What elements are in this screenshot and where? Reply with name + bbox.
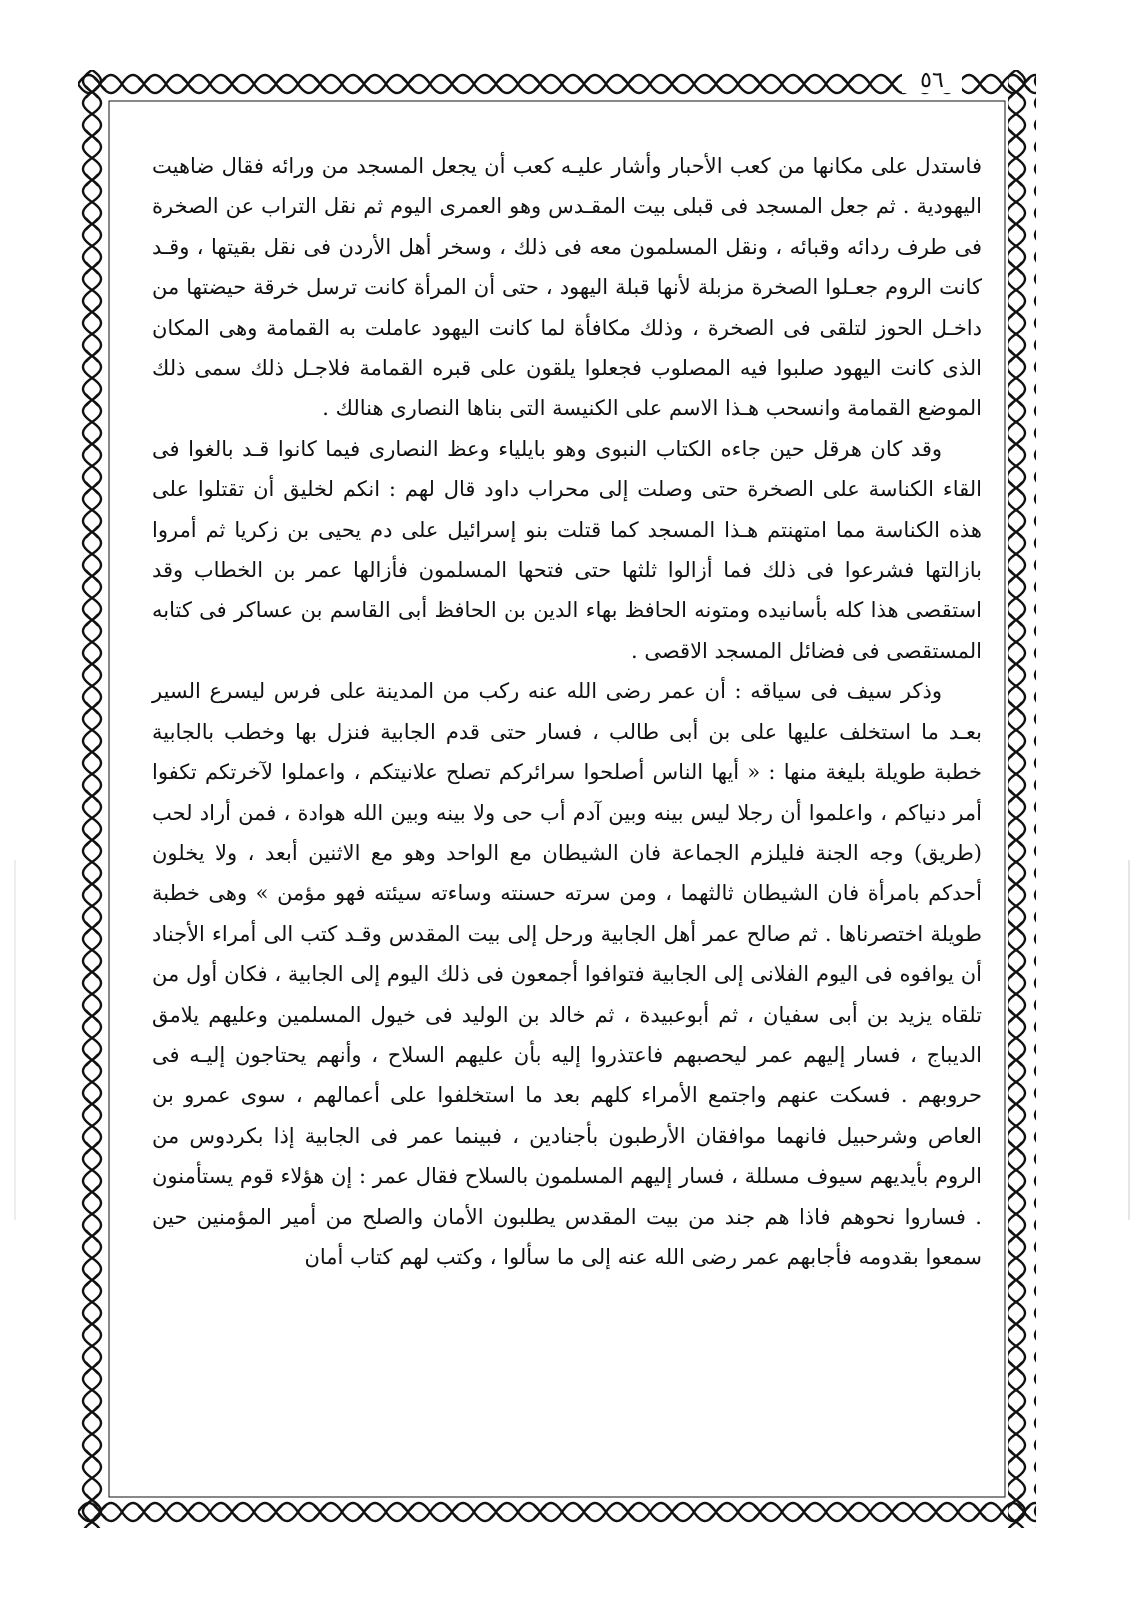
- page-number: ٥٦: [902, 68, 962, 93]
- scan-edge-mark-left: [14, 860, 16, 1220]
- scan-edge-mark: [1128, 860, 1130, 1220]
- paragraph-1: فاستدل على مكانها من كعب الأحبار وأشار عليـه كعب أن يجعل المسجد من ورائه فقال ضاهيت اليهودية . ثم جعل المسجد فى قبلى بيت المقـدس وهو العمرى اليوم ثم نقل التراب عن الصخرة فى طرف ردائه وقبائه ، ونقل المسلمون معه فى ذلك ، وسخر أهل الأردن فى نقل بقيتها ، وقـد كانت الروم جعـلوا الصخرة مزبلة لأنها قبلة اليهود ، حتى أن المرأة كانت ترسل خرقة حيضتها من داخـل الحوز لتلقى فى الصخرة ، وذلك مكافأة لما كانت اليهود عاملت به القمامة وهى المكان الذى كانت اليهود صلبوا فيه المصلوب فجعلوا يلقون على قبره القمامة فلاجـل ذلك سمى ذلك الموضع القمامة وانسحب هـذا الاسم على الكنيسة التى بناها النصارى هنالك .: [152, 154, 982, 421]
- body-text: [152, 146, 982, 1277]
- paragraph-3: وذكر سيف فى سياقه : أن عمر رضى الله عنه ركب من المدينة على فرس ليسرع السير بعـد ما استخلف عليها على بن أبى طالب ، فسار حتى قدم الجابية فنزل بها وخطب بالجابية خطبة طويلة بليغة منها : « أيها الناس أصلحوا سرائركم تصلح علانيتكم ، واعملوا لآخرتكم تكفوا أمر دنياكم ، واعلموا أن رجلا ليس بينه وبين آدم أب حى ولا بينه وبين الله هوادة ، فمن أراد لحب (طريق) وجه الجنة فليلزم الجماعة فان الشيطان مع الواحد وهو مع الاثنين أبعد ، ولا يخلون أحدكم بامرأة فان الشيطان ثالثهما ، ومن سرته حسنته وساءته سيئته فهو مؤمن » وهى خطبة طويلة اختصرناها . ثم صالح عمر أهل الجابية ورحل إلى بيت المقدس وقـد كتب الى أمراء الأجناد أن يوافوه فى اليوم الفلانى إلى الجابية فتوافوا أجمعون فى ذلك اليوم إلى الجابية ، فكان أول من تلقاه يزيد بن أبى سفيان ، ثم أبوعبيدة ، ثم خالد بن الوليد فى خيول المسلمين وعليهم يلامق الديباج ، فسار إليهم عمر ليحصبهم فاعتذروا إليه بأن عليهم السلاح ، وأنهم يحتاجون إليـه فى حروبهم . فسكت عنهم واجتمع الأمراء كلهم بعد ما استخلفوا على أعمالهم ، سوى عمرو بن العاص وشرحبيل فانهما موافقان الأرطبون بأجنادين ، فبينما عمر فى الجابية إذا بكردوس من الروم بأيديهم سيوف مسللة ، فسار إليهم المسلمون بالسلاح فقال عمر : إن هؤلاء قوم يستأمنون . فساروا نحوهم فاذا هم جند من بيت المقدس يطلبون الأمان والصلح من أمير المؤمنين حين سمعوا بقدومه فأجابهم عمر رضى الله عنه إلى ما سألوا ، وكتب لهم كتاب أمان: [152, 679, 982, 1269]
- paragraph-2: وقد كان هرقل حين جاءه الكتاب النبوى وهو بايلياء وعظ النصارى فيما كانوا قـد بالغوا فى القاء الكناسة على الصخرة حتى وصلت إلى محراب داود قال لهم : انكم لخليق أن تقتلوا على هذه الكناسة مما امتهنتم هـذا المسجد كما قتلت بنو إسرائيل على دم يحيى بن زكريا ثم أمروا بازالتها فشرعوا فى ذلك فما أزالوا ثلثها حتى فتحها المسلمون فأزالها عمر بن الخطاب وقد استقصى هذا كله بأسانيده ومتونه الحافظ بهاء الدين بن الحافظ أبى القاسم بن عساكر فى كتابه المستقصى فى فضائل المسجد الاقصى .: [152, 436, 982, 663]
